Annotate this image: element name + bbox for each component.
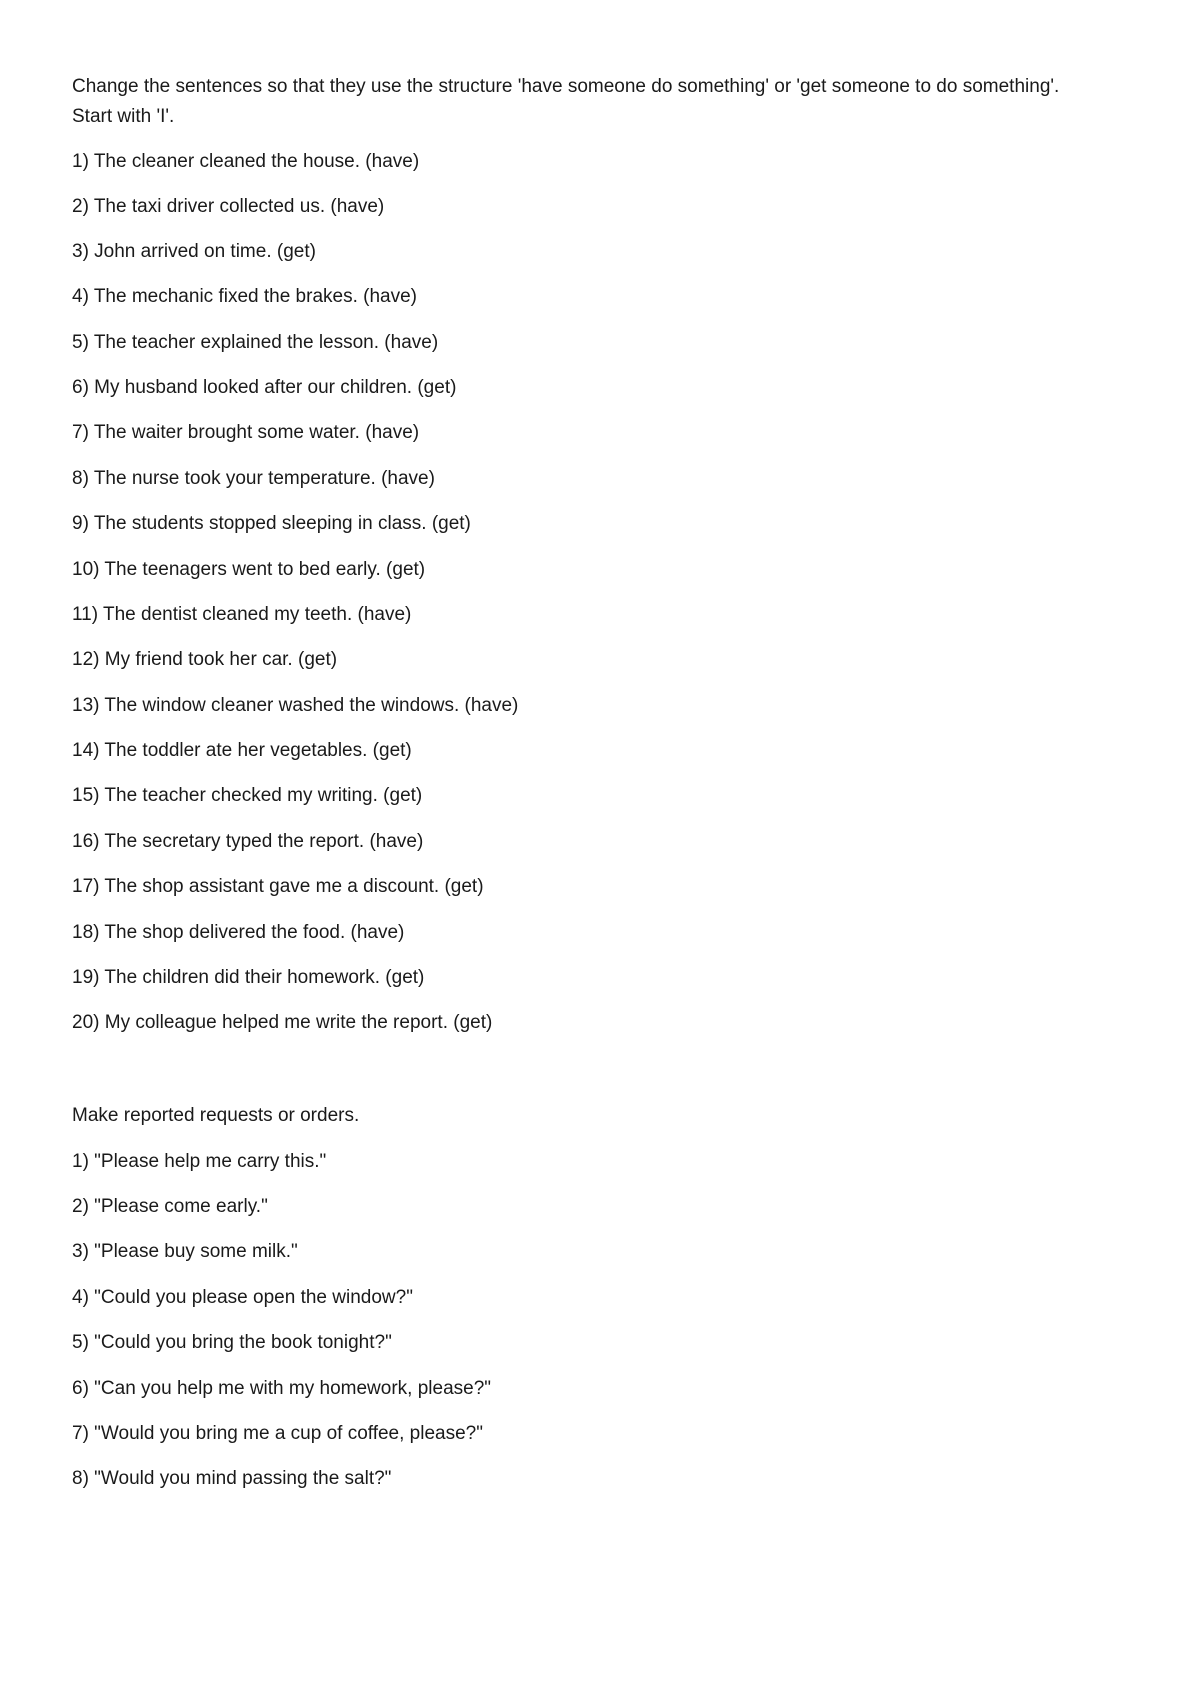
section-1-item-10: 10) The teenagers went to bed early. (get) bbox=[72, 559, 426, 580]
section-1-item-2: 2) The taxi driver collected us. (have) bbox=[72, 196, 385, 217]
section-2-item-2: 2) "Please come early." bbox=[72, 1196, 268, 1217]
section-1-item-13: 13) The window cleaner washed the windows. (have) bbox=[72, 695, 519, 716]
section-1-item-16: 16) The secretary typed the report. (have) bbox=[72, 831, 424, 852]
section-2-item-3: 3) "Please buy some milk." bbox=[72, 1241, 298, 1262]
section-1-item-11: 11) The dentist cleaned my teeth. (have) bbox=[72, 604, 412, 625]
section-1-item-19: 19) The children did their homework. (get) bbox=[72, 967, 425, 988]
section-1-item-4: 4) The mechanic fixed the brakes. (have) bbox=[72, 286, 417, 307]
section-1-instructions: Change the sentences so that they use the structure 'have someone do something' or 'get someone to do something'. Start with 'I'. bbox=[72, 76, 1060, 127]
section-1-item-1: 1) The cleaner cleaned the house. (have) bbox=[72, 151, 420, 172]
section-1-item-15: 15) The teacher checked my writing. (get) bbox=[72, 785, 423, 806]
section-1-item-3: 3) John arrived on time. (get) bbox=[72, 241, 316, 262]
section-1-item-18: 18) The shop delivered the food. (have) bbox=[72, 922, 405, 943]
section-2-instructions: Make reported requests or orders. bbox=[72, 1105, 360, 1126]
section-1-item-12: 12) My friend took her car. (get) bbox=[72, 649, 338, 670]
section-2-item-7: 7) "Would you bring me a cup of coffee, please?" bbox=[72, 1423, 483, 1444]
section-1-item-7: 7) The waiter brought some water. (have) bbox=[72, 422, 420, 443]
section-1-item-14: 14) The toddler ate her vegetables. (get) bbox=[72, 740, 412, 761]
section-2-item-4: 4) "Could you please open the window?" bbox=[72, 1287, 413, 1308]
section-2-item-6: 6) "Can you help me with my homework, please?" bbox=[72, 1378, 492, 1399]
section-1-item-5: 5) The teacher explained the lesson. (have) bbox=[72, 332, 439, 353]
section-1-item-20: 20) My colleague helped me write the report. (get) bbox=[72, 1012, 493, 1033]
section-1-item-9: 9) The students stopped sleeping in class. (get) bbox=[72, 513, 471, 534]
section-2-item-8: 8) "Would you mind passing the salt?" bbox=[72, 1468, 392, 1489]
section-1-item-6: 6) My husband looked after our children. (get) bbox=[72, 377, 457, 398]
section-2-item-1: 1) "Please help me carry this." bbox=[72, 1151, 327, 1172]
section-1-item-17: 17) The shop assistant gave me a discount. (get) bbox=[72, 876, 484, 897]
section-2-item-5: 5) "Could you bring the book tonight?" bbox=[72, 1332, 392, 1353]
section-1-item-8: 8) The nurse took your temperature. (have) bbox=[72, 468, 435, 489]
